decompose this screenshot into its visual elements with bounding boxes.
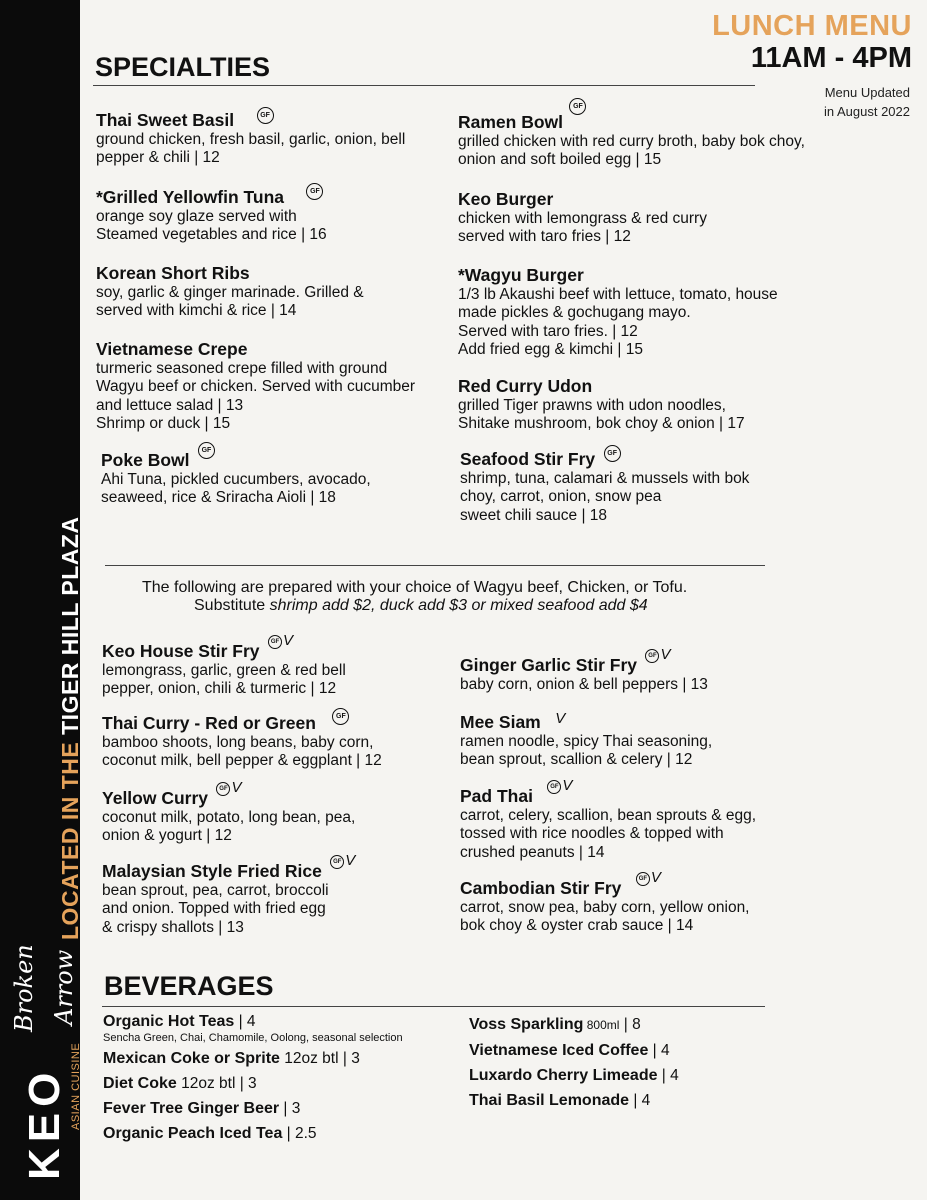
gluten-free-icon: GF xyxy=(604,445,621,462)
menu-item-thai-sweet-basil xyxy=(96,110,405,168)
item-description xyxy=(458,210,707,247)
menu-item-thai-curry xyxy=(102,713,382,771)
desc-line: soy, garlic & ginger marinade. Grilled & xyxy=(96,284,364,301)
item-description xyxy=(101,471,371,508)
desc-line: sweet chili sauce | 18 xyxy=(460,506,608,524)
item-name: Seafood Stir Fry xyxy=(460,449,596,469)
beverage-price: | 3 xyxy=(279,1100,301,1117)
gluten-free-icon: GF xyxy=(198,442,215,459)
menu-item-korean-short-ribs xyxy=(96,263,364,321)
item-name: Ginger Garlic Stir Fry xyxy=(460,655,637,675)
desc-line: Steamed vegetables and rice | 16 xyxy=(96,226,327,244)
menu-item-red-curry-udon xyxy=(458,376,745,434)
desc-line: ground chicken, fresh basil, garlic, onion, bell xyxy=(96,131,406,148)
diet-icons xyxy=(268,632,294,649)
desc-line: Served with taro fries. | 12 xyxy=(458,322,638,340)
item-description xyxy=(458,133,805,170)
item-name: Vietnamese Crepe xyxy=(96,339,248,359)
beverages-heading: BEVERAGES xyxy=(104,971,274,1001)
desc-line: Shitake mushroom, bok choy & onion | 17 xyxy=(458,415,745,433)
menu-item-vietnamese-crepe xyxy=(96,339,415,433)
desc-line: tossed with rice noodles & topped with xyxy=(460,825,724,843)
item-description xyxy=(458,397,745,434)
vegetarian-icon: V xyxy=(650,869,661,886)
menu-item-keo-house-stir-fry xyxy=(102,632,346,699)
desc-line: Shrimp or duck | 15 xyxy=(96,414,231,432)
desc-line: bamboo shoots, long beans, baby corn, xyxy=(102,734,374,751)
beverage-name: Organic Peach Iced Tea xyxy=(103,1125,283,1142)
menu-item-seafood-stir-fry xyxy=(460,449,749,525)
vegetarian-icon: V xyxy=(345,852,356,869)
updated-line-2: in August 2022 xyxy=(823,104,910,119)
desc-line: baby corn, onion & bell peppers | 13 xyxy=(460,676,708,693)
desc-line: and lettuce salad | 13 xyxy=(96,396,244,414)
beverage-item xyxy=(469,1038,679,1063)
beverage-price: | 4 xyxy=(629,1092,651,1109)
diet-icons xyxy=(547,777,573,794)
desc-line: and onion. Topped with fried egg xyxy=(102,900,326,918)
diet-icons xyxy=(645,646,671,663)
location-banner xyxy=(57,516,84,940)
choice-divider xyxy=(105,565,765,566)
desc-line: Add fried egg & kimchi | 15 xyxy=(458,340,643,358)
desc-line: chicken with lemongrass & red curry xyxy=(458,210,707,227)
vegetarian-icon: V xyxy=(283,632,294,649)
menu-item-mee-siam xyxy=(460,712,712,770)
desc-line: bean sprout, scallion & celery | 12 xyxy=(460,751,693,769)
desc-line: made pickles & gochugang mayo. xyxy=(458,304,691,322)
desc-line: lemongrass, garlic, green & red bell xyxy=(102,662,346,679)
item-name: Keo House Stir Fry xyxy=(102,641,260,661)
gluten-free-icon: GF xyxy=(636,872,650,886)
diet-icons xyxy=(636,869,661,886)
item-name: Thai Sweet Basil xyxy=(96,110,235,130)
specialties-divider xyxy=(93,85,755,86)
desc-line: grilled chicken with red curry broth, baby bok choy, xyxy=(458,133,805,150)
desc-line: coconut milk, bell pepper & eggplant | 12 xyxy=(102,752,382,770)
beverage-size: 800ml xyxy=(583,1018,620,1032)
beverage-size: 12oz btl xyxy=(279,1050,339,1067)
item-name: *Grilled Yellowfin Tuna xyxy=(96,187,284,207)
menu-item-ginger-garlic-stir-fry xyxy=(460,646,708,694)
desc-line: onion & yogurt | 12 xyxy=(102,827,232,845)
menu-item-pad-thai xyxy=(460,777,757,862)
beverage-name: Organic Hot Teas xyxy=(103,1013,235,1030)
menu-item-malaysian-fried-rice xyxy=(102,852,356,937)
desc-line: Wagyu beef or chicken. Served with cucumber xyxy=(96,378,416,396)
updated-line-1: Menu Updated xyxy=(824,85,910,100)
item-description xyxy=(102,662,346,699)
brand-logo: KEO xyxy=(20,1066,69,1180)
beverage-name: Fever Tree Ginger Beer xyxy=(103,1100,280,1117)
desc-line: choy, carrot, onion, snow pea xyxy=(460,488,662,506)
item-description xyxy=(460,676,708,694)
beverage-price: | 3 xyxy=(235,1075,257,1092)
menu-item-poke-bowl xyxy=(101,447,371,508)
brand-script-broken: Broken xyxy=(10,944,38,1032)
desc-line: crushed peanuts | 14 xyxy=(460,843,605,861)
beverage-name: Luxardo Cherry Limeade xyxy=(469,1067,658,1084)
gluten-free-icon: GF xyxy=(645,649,659,663)
beverage-name: Voss Sparkling xyxy=(469,1016,584,1033)
beverage-price: | 4 xyxy=(234,1013,256,1030)
beverage-size: 12oz btl xyxy=(176,1075,236,1092)
beverages-divider xyxy=(102,1006,765,1007)
desc-line: ramen noodle, spicy Thai seasoning, xyxy=(460,733,713,750)
beverage-name: Vietnamese Iced Coffee xyxy=(469,1042,649,1059)
beverage-price: | 3 xyxy=(338,1050,360,1067)
menu-updated-note xyxy=(824,83,910,121)
gluten-free-icon: GF xyxy=(569,98,586,115)
beverage-item xyxy=(103,1096,403,1121)
gluten-free-icon: GF xyxy=(268,635,282,649)
desc-line: onion and soft boiled egg | 15 xyxy=(458,151,662,169)
item-name: Poke Bowl xyxy=(101,450,190,470)
item-name: Korean Short Ribs xyxy=(96,263,250,283)
vegetarian-icon: V xyxy=(231,779,242,796)
item-name: Mee Siam xyxy=(460,712,541,732)
substitute-prices: shrimp add $2, duck add $3 or mixed seafood add $4 xyxy=(269,597,648,614)
menu-item-ramen-bowl xyxy=(458,103,805,170)
lunch-menu-title: LUNCH MENU xyxy=(712,10,912,42)
item-description xyxy=(460,899,750,936)
desc-line: served with taro fries | 12 xyxy=(458,228,631,246)
item-name: *Wagyu Burger xyxy=(458,265,584,285)
beverage-item xyxy=(469,1012,679,1038)
desc-line: grilled Tiger prawns with udon noodles, xyxy=(458,397,726,414)
desc-line: orange soy glaze served with xyxy=(96,208,297,225)
menu-item-wagyu-burger xyxy=(458,265,778,359)
gluten-free-icon: GF xyxy=(330,855,344,869)
item-description xyxy=(458,286,778,359)
item-name: Red Curry Udon xyxy=(458,376,593,396)
desc-line: carrot, celery, scallion, bean sprouts & egg, xyxy=(460,807,757,824)
vegetarian-icon: V xyxy=(555,710,566,727)
beverage-name: Thai Basil Lemonade xyxy=(469,1092,630,1109)
desc-line: carrot, snow pea, baby corn, yellow onion, xyxy=(460,899,750,916)
desc-line: & crispy shallots | 13 xyxy=(102,918,244,936)
item-description xyxy=(102,882,355,937)
lunch-hours: 11AM - 4PM xyxy=(750,42,912,74)
desc-line: coconut milk, potato, long bean, pea, xyxy=(102,809,356,826)
specialties-heading: SPECIALTIES xyxy=(95,52,271,82)
item-name: Thai Curry - Red or Green xyxy=(102,713,316,733)
item-description xyxy=(96,284,364,321)
substitute-note xyxy=(194,596,648,615)
beverages-left-list xyxy=(103,1009,403,1146)
beverage-item xyxy=(469,1063,679,1088)
gluten-free-icon: GF xyxy=(332,708,349,725)
item-name: Ramen Bowl xyxy=(458,112,564,132)
substitute-prefix: Substitute xyxy=(194,597,270,614)
desc-line: 1/3 lb Akaushi beef with lettuce, tomato, house xyxy=(458,286,778,303)
location-prefix: LOCATED IN THE xyxy=(57,741,83,940)
gluten-free-icon: GF xyxy=(306,183,323,200)
menu-item-keo-burger xyxy=(458,189,707,247)
tea-selection: Sencha Green, Chai, Chamomile, Oolong, seasonal selection xyxy=(103,1032,403,1044)
desc-line: seaweed, rice & Sriracha Aioli | 18 xyxy=(101,489,336,507)
beverage-price: | 2.5 xyxy=(282,1125,317,1142)
gluten-free-icon: GF xyxy=(216,782,230,796)
beverage-name: Diet Coke xyxy=(103,1075,177,1092)
item-description xyxy=(102,734,382,771)
menu-item-yellow-curry xyxy=(102,779,356,846)
gluten-free-icon: GF xyxy=(257,107,274,124)
location-name: TIGER HILL PLAZA xyxy=(57,516,83,735)
beverage-item xyxy=(103,1046,403,1071)
gluten-free-icon: GF xyxy=(547,780,561,794)
vegetarian-icon: V xyxy=(562,777,573,794)
menu-item-grilled-yellowfin-tuna xyxy=(96,187,327,245)
beverage-item xyxy=(103,1009,403,1044)
desc-line: Ahi Tuna, pickled cucumbers, avocado, xyxy=(101,471,371,488)
item-description xyxy=(102,809,355,846)
sidebar xyxy=(0,0,83,1200)
item-description xyxy=(96,208,327,245)
beverage-price: | 4 xyxy=(657,1067,679,1084)
item-description xyxy=(460,733,712,770)
desc-line: shrimp, tuna, calamari & mussels with bok xyxy=(460,470,750,487)
item-description xyxy=(96,131,405,168)
brand-subtitle: ASIAN CUISINE xyxy=(70,1042,82,1130)
menu-item-cambodian-stir-fry xyxy=(460,869,750,936)
protein-choice-note: The following are prepared with your choice of Wagyu beef, Chicken, or Tofu. xyxy=(142,579,688,596)
beverage-name: Mexican Coke or Sprite xyxy=(103,1050,280,1067)
beverage-price: | 4 xyxy=(648,1042,670,1059)
beverage-item xyxy=(103,1071,403,1096)
item-description xyxy=(460,807,756,862)
desc-line: pepper & chili | 12 xyxy=(96,149,220,167)
item-description xyxy=(460,470,749,525)
item-name: Pad Thai xyxy=(460,786,533,806)
beverage-item xyxy=(103,1121,403,1146)
diet-icons xyxy=(330,852,356,869)
item-name: Keo Burger xyxy=(458,189,554,209)
desc-line: turmeric seasoned crepe filled with ground xyxy=(96,360,388,377)
diet-icons xyxy=(216,779,242,796)
beverages-right-list xyxy=(469,1012,679,1113)
item-name: Cambodian Stir Fry xyxy=(460,878,622,898)
desc-line: served with kimchi & rice | 14 xyxy=(96,302,297,320)
desc-line: pepper, onion, chili & turmeric | 12 xyxy=(102,680,337,698)
beverage-price: | 8 xyxy=(619,1016,641,1033)
desc-line: bean sprout, pea, carrot, broccoli xyxy=(102,882,329,899)
desc-line: bok choy & oyster crab sauce | 14 xyxy=(460,917,694,935)
item-name: Malaysian Style Fried Rice xyxy=(102,861,322,881)
vegetarian-icon: V xyxy=(660,646,671,663)
item-name: Yellow Curry xyxy=(102,788,209,808)
beverage-item xyxy=(469,1088,679,1113)
brand-script-arrow: Arrow xyxy=(50,949,78,1025)
item-description xyxy=(96,360,415,433)
